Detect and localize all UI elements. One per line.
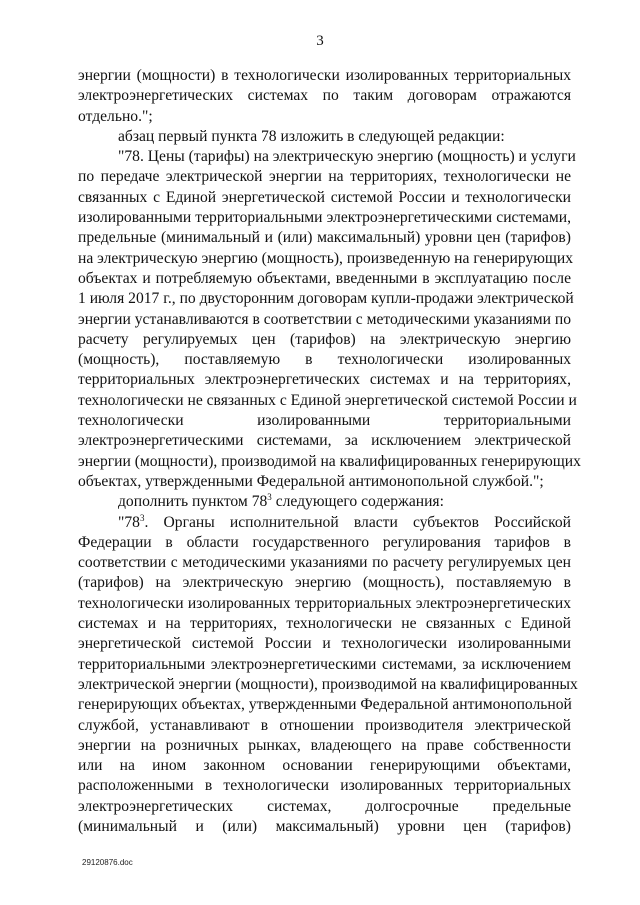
text-line-content: энергетической системой России и технологически изолированными <box>78 635 571 653</box>
text-line-content: электроэнергетических системах по таким договорам отражаются <box>78 87 571 105</box>
text-line <box>78 573 571 593</box>
text-line <box>78 330 571 350</box>
text-line <box>78 411 571 431</box>
text-line-content: системах и на территориях, технологически не связанных с Единой <box>78 615 571 633</box>
text-line <box>78 107 571 127</box>
text-line-content: электроэнергетических системах, долгосрочные предельные <box>78 797 571 815</box>
text-line-content: изолированными территориальными электроэнергетическими системами, <box>78 209 571 227</box>
text-line-content: технологически изолированными территориальными <box>78 412 571 430</box>
text-line-content: (тарифов) на электрическую энергию (мощность), поставляемую в <box>78 574 571 592</box>
text-line-content: электрической энергии (мощности), производимой на квалифицированных <box>78 675 578 693</box>
text-line-content: связанных с Единой энергетической системой России и технологически <box>78 188 571 206</box>
text-line-content: технологически изолированных территориальных электроэнергетических <box>78 594 571 612</box>
text-line <box>78 188 571 208</box>
text-line <box>78 817 571 837</box>
text-line <box>78 208 571 228</box>
text-line <box>78 533 571 553</box>
text-line-content: отдельно."; <box>78 107 153 125</box>
text-line <box>78 127 571 147</box>
text-line <box>78 492 571 512</box>
text-line-content: (минимальный и (или) максимальный) уровни цен (тарифов) <box>78 817 571 835</box>
text-line-content: энергии (мощности), производимой на квалифицированных генерирующих <box>78 452 581 470</box>
text-line <box>78 675 578 695</box>
text-line <box>78 736 571 756</box>
document-body <box>78 66 581 837</box>
text-line <box>78 614 571 634</box>
text-line-content: объектах и потребляемую объектами, введенными в эксплуатацию после <box>78 269 571 287</box>
text-line-content: расположенными в технологически изолированных территориальных <box>78 777 571 795</box>
text-line-content: 1 июля 2017 г., по двусторонним договорам купли-продажи электрической <box>78 290 574 308</box>
text-line-content: предельные (минимальный и (или) максимальный) уровни цен (тарифов) <box>78 229 571 247</box>
text-line <box>78 370 571 390</box>
text-line <box>78 553 571 573</box>
text-line-content: территориальных электроэнергетических системах и на территориях, <box>78 371 571 389</box>
text-line-content: (мощность), поставляемую в технологически изолированных <box>78 351 571 369</box>
text-line-content: "78. Цены (тарифы) на электрическую энергию (мощность) и услуги <box>118 148 576 166</box>
text-line <box>78 249 574 269</box>
text-line-content: дополнить пунктом 78 <box>118 493 268 511</box>
page-number: 3 <box>316 33 324 49</box>
text-line <box>78 86 571 106</box>
text-line-content: абзац первый пункта 78 изложить в следующей редакции: <box>118 127 505 145</box>
text-line <box>78 594 571 614</box>
text-line-continuation: следующего содержания: <box>271 493 444 511</box>
text-line <box>78 655 571 675</box>
text-line <box>78 167 571 187</box>
text-line <box>78 310 571 330</box>
text-line-content: Федерации в области государственного регулирования тарифов в <box>78 533 571 551</box>
text-line <box>78 452 581 472</box>
superscript: 3 <box>139 512 145 523</box>
text-line-content: или на ином законном основании генерирующими объектами, <box>78 757 571 775</box>
text-line-content: объектах, утвержденными Федеральной антимонопольной службой."; <box>78 472 544 490</box>
document-footer-filename: 29120876.doc <box>82 858 133 867</box>
text-line-content: расчету регулируемых цен (тарифов) на электрическую энергию <box>78 330 571 348</box>
text-line-content: энергии на розничных рынках, владеющего на праве собственности <box>78 736 571 754</box>
text-line <box>78 431 571 451</box>
text-line-content: на электрическую энергию (мощность), произведенную на генерирующих <box>78 249 574 267</box>
text-line <box>78 634 571 654</box>
text-line-content: энергии (мощности) в технологически изолированных территориальных <box>78 67 571 84</box>
text-line-content: "78 <box>118 513 140 531</box>
text-line <box>78 66 571 86</box>
text-line-content: соответствии с методическими указаниями по расчету регулируемых цен <box>78 554 571 572</box>
superscript: 3 <box>267 492 272 503</box>
text-line <box>78 391 577 411</box>
text-line-continuation: . Органы исполнительной власти субъектов Российской <box>144 513 571 531</box>
text-line-content: электроэнергетическими системами, за исключением электрической <box>78 432 571 450</box>
text-line-content: генерирующих объектах, утвержденными Федеральной антимонопольной <box>78 696 572 714</box>
text-line-content: по передаче электрической энергии на территориях, технологически не <box>78 168 571 186</box>
text-line <box>78 695 571 715</box>
text-line-content: энергии устанавливаются в соответствии с методическими указаниями по <box>78 310 571 328</box>
text-line <box>78 147 576 167</box>
text-line <box>78 513 571 533</box>
text-line <box>78 716 571 736</box>
text-line <box>78 797 571 817</box>
text-line-content: территориальными электроэнергетическими системами, за исключением <box>78 655 571 673</box>
text-line <box>78 776 571 796</box>
text-line <box>78 472 571 492</box>
text-line <box>78 756 571 776</box>
text-line-content: службой, устанавливают в отношении производителя электрической <box>78 716 571 734</box>
text-line-content: технологически не связанных с Единой энергетической системой России и <box>78 391 577 409</box>
text-line <box>78 350 571 370</box>
text-line <box>78 228 571 248</box>
text-line <box>78 269 571 289</box>
text-line <box>78 289 574 309</box>
